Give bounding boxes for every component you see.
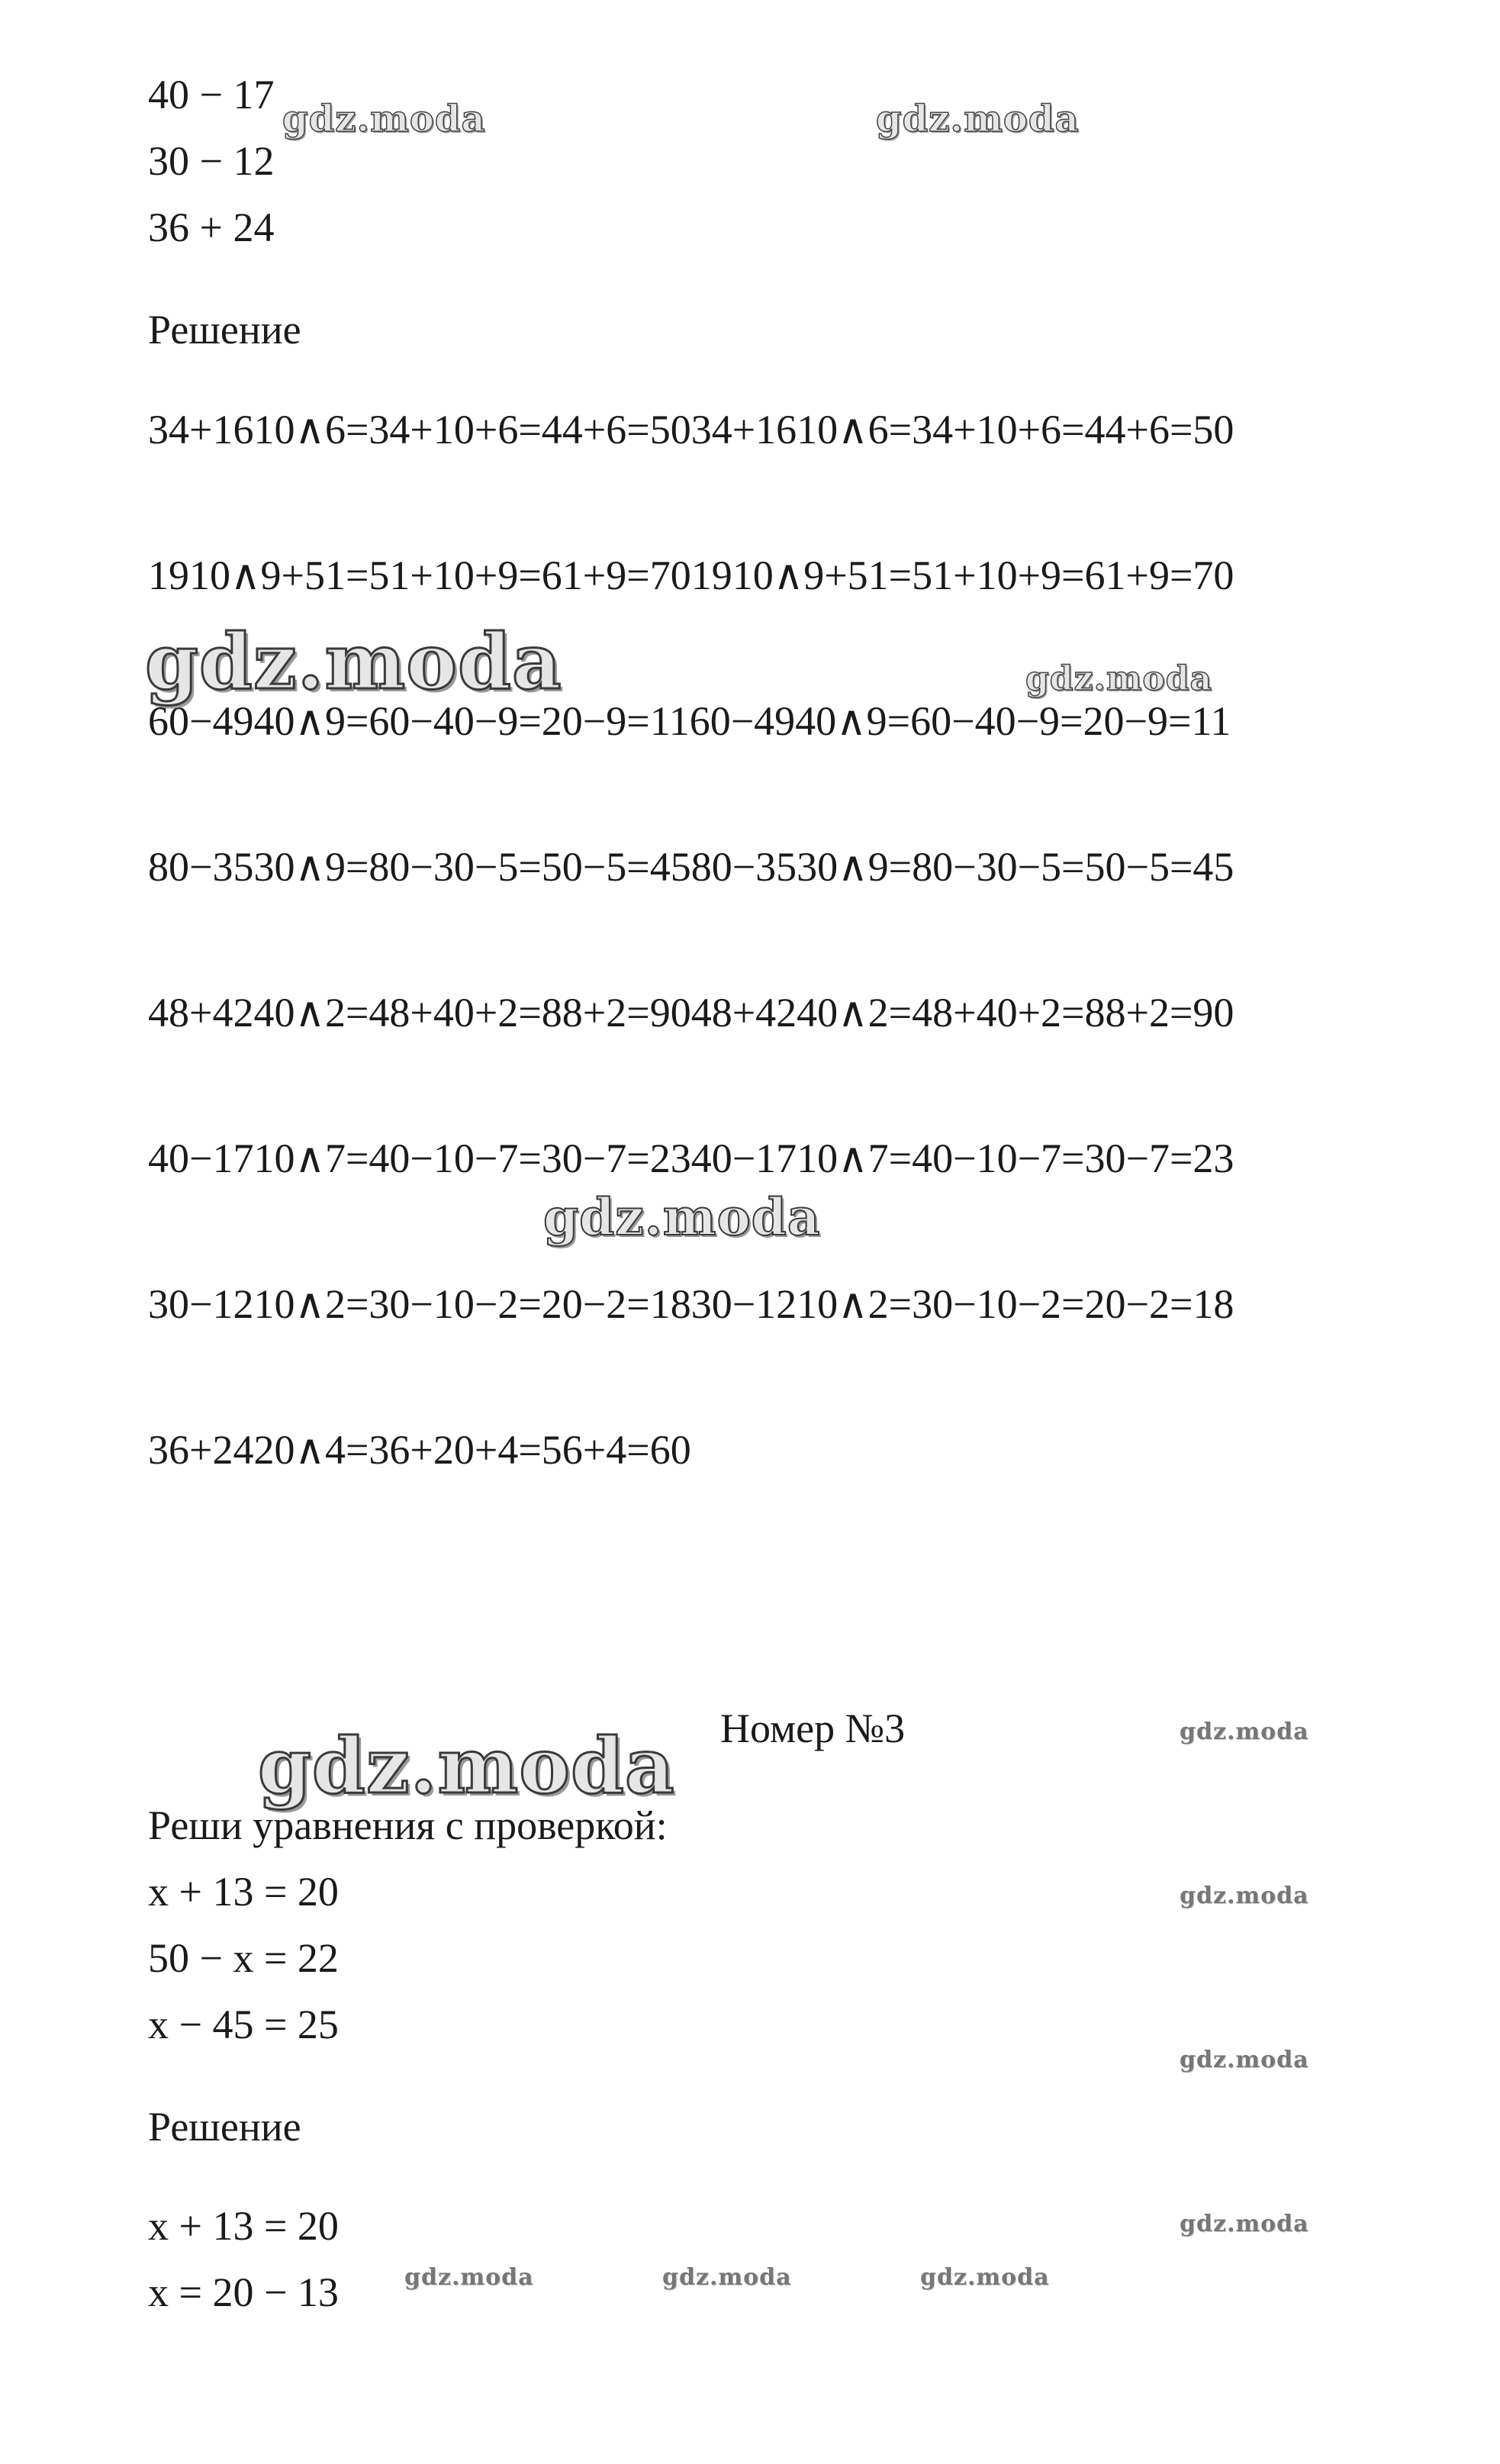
watermark: gdz.moda	[282, 98, 486, 140]
solution-line: 1910∧9+51=51+10+9=61+9=701910∧9+51=51+10+9=61+9=70	[148, 552, 1234, 598]
watermark: gdz.moda	[145, 617, 562, 707]
solution-line: 48+4240∧2=48+40+2=88+2=9048+4240∧2=48+40+2=88+2=90	[148, 990, 1234, 1036]
solution-line: 80−3530∧9=80−30−5=50−5=4580−3530∧9=80−30−5=50−5=45	[148, 844, 1234, 890]
solution-line: 36+2420∧4=36+20+4=56+4=60	[148, 1427, 691, 1473]
watermark: gdz.moda	[543, 1187, 821, 1247]
watermark: gdz.moda	[1180, 2047, 1309, 2073]
solution-label: Решение	[148, 2104, 301, 2150]
watermark: gdz.moda	[1180, 1883, 1309, 1909]
expression-1: 40 − 17	[148, 72, 275, 118]
solution-line: 60−4940∧9=60−40−9=20−9=1160−4940∧9=60−40−9=20−9=11	[148, 698, 1231, 744]
watermark: gdz.moda	[662, 2264, 792, 2291]
watermark: gdz.moda	[920, 2264, 1050, 2291]
solution-label: Решение	[148, 307, 301, 353]
solution-line: 34+1610∧6=34+10+6=44+6=5034+1610∧6=34+10+6=44+6=50	[148, 407, 1234, 453]
expression-3: 36 + 24	[148, 205, 275, 250]
equation-1: x + 13 = 20	[148, 1869, 339, 1915]
expression-2: 30 − 12	[148, 138, 275, 184]
watermark: gdz.moda	[404, 2264, 534, 2291]
task-prompt: Реши уравнения с проверкой:	[148, 1802, 668, 1848]
solution-line: 30−1210∧2=30−10−2=20−2=1830−1210∧2=30−10−2=20−2=18	[148, 1281, 1234, 1327]
equation-3: x − 45 = 25	[148, 2002, 339, 2047]
solution-step: x = 20 − 13	[148, 2269, 339, 2315]
watermark: gdz.moda	[1025, 659, 1213, 698]
watermark: gdz.moda	[1180, 1718, 1309, 1745]
solution-step: x + 13 = 20	[148, 2203, 339, 2249]
equation-2: 50 − x = 22	[148, 1935, 339, 1981]
watermark: gdz.moda	[1180, 2211, 1309, 2237]
watermark: gdz.moda	[876, 98, 1080, 140]
task-number-heading: Номер №3	[720, 1705, 906, 1751]
solution-line: 40−1710∧7=40−10−7=30−7=2340−1710∧7=40−10−7=30−7=23	[148, 1135, 1234, 1181]
watermark: gdz.moda	[258, 1721, 675, 1811]
